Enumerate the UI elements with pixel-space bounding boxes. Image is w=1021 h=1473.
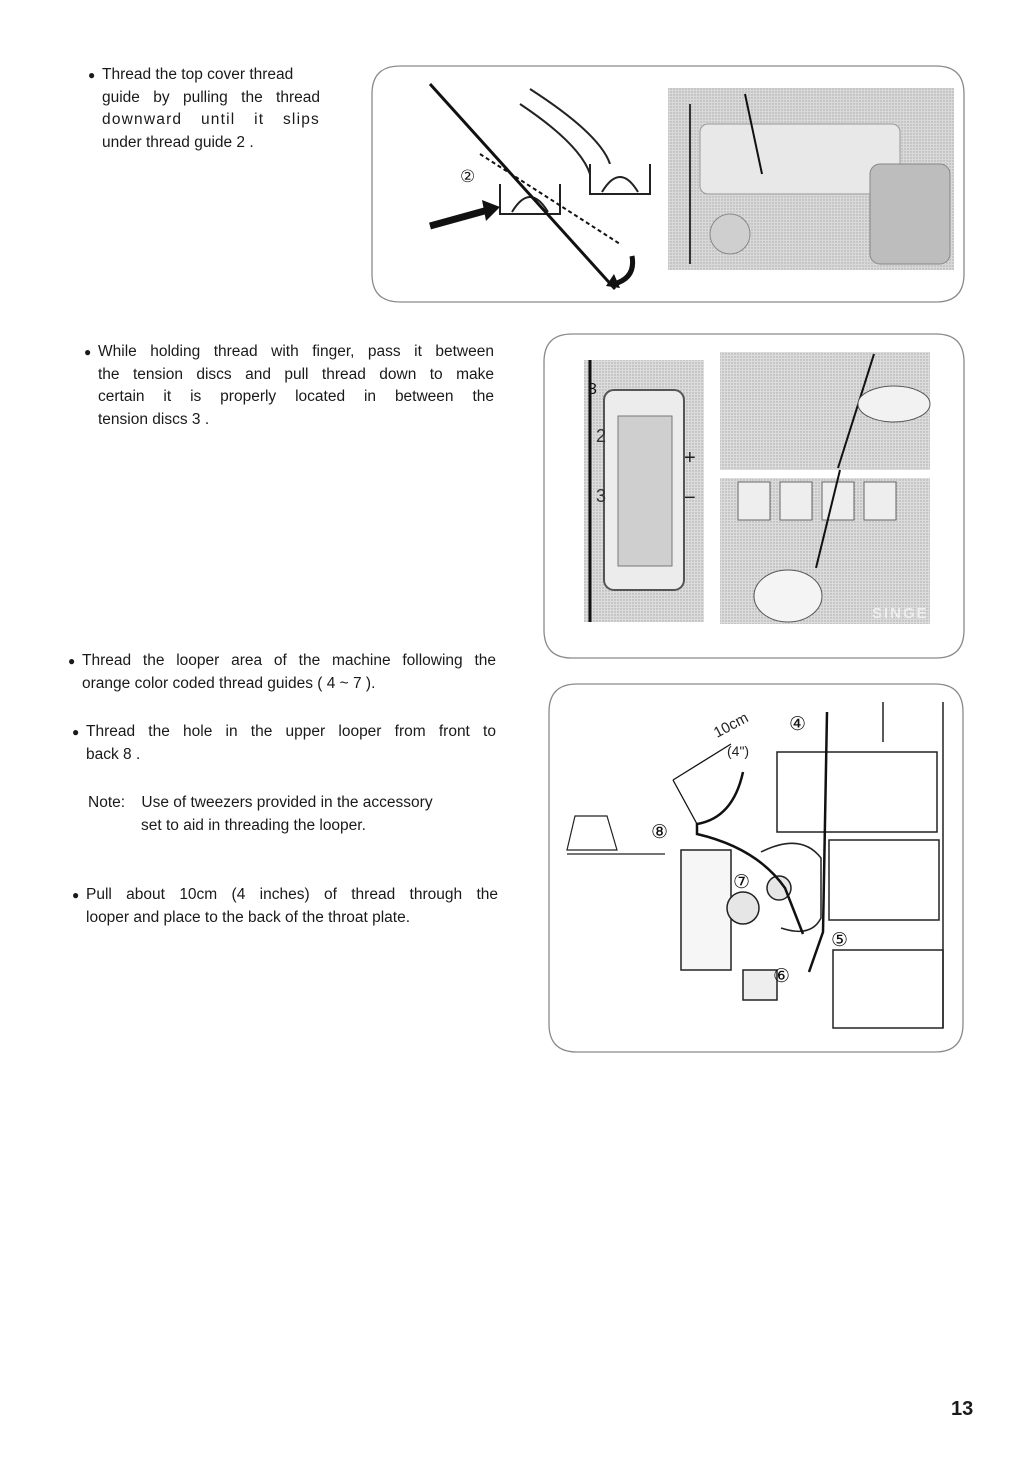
callout-5: ⑤ bbox=[831, 930, 849, 951]
callout-4: ④ bbox=[789, 714, 807, 735]
instruction-tension-discs bbox=[84, 341, 494, 431]
instruction-line: looper and place to the back of the throat plate. bbox=[86, 908, 411, 926]
instruction-top-cover-guide bbox=[88, 64, 320, 154]
instruction-line: back 8 . bbox=[86, 745, 141, 763]
callout-2: ② bbox=[460, 167, 476, 186]
instruction-line: under thread guide 2 . bbox=[102, 133, 254, 151]
callout-8: ⑧ bbox=[651, 822, 669, 843]
instruction-line: downward until it slips bbox=[102, 111, 320, 128]
instruction-pull-thread bbox=[72, 884, 498, 929]
instruction-line: orange color coded thread guides ( 4 ~ 7 ). bbox=[82, 674, 376, 692]
bullet-icon: ● bbox=[84, 345, 92, 359]
page-number: 13 bbox=[951, 1398, 974, 1420]
instruction-line: guide by pulling the thread bbox=[102, 88, 320, 106]
instruction-line: Thread the looper area of the machine following the bbox=[82, 652, 496, 669]
instruction-looper-area bbox=[68, 650, 496, 695]
note-line: set to aid in threading the looper. bbox=[141, 816, 366, 834]
instruction-line: Thread the top cover thread bbox=[102, 66, 294, 83]
brand-label: SINGE bbox=[872, 605, 929, 622]
instruction-line: certain it is properly located in between the bbox=[98, 388, 494, 405]
instruction-line: Pull about 10cm (4 inches) of thread through the bbox=[86, 886, 498, 903]
dial-minus: − bbox=[684, 487, 696, 509]
instruction-line: the tension discs and pull thread down to make bbox=[98, 365, 494, 383]
figure-looper-threading bbox=[547, 682, 965, 1054]
measure-cm: 10cm bbox=[710, 709, 752, 742]
bullet-icon: ● bbox=[72, 725, 80, 739]
note-line: Use of tweezers provided in the accessory bbox=[141, 794, 433, 811]
figure-tension-discs bbox=[542, 332, 966, 660]
instruction-line: tension discs 3 . bbox=[98, 410, 210, 428]
bullet-icon: ● bbox=[72, 888, 80, 902]
note-label: Note: bbox=[88, 794, 126, 811]
dial-plus: + bbox=[684, 447, 696, 469]
note-tweezers bbox=[88, 792, 500, 837]
callout-3: 3 bbox=[588, 381, 597, 398]
figure-top-cover-thread-guide bbox=[370, 64, 966, 304]
measure-inch: (4") bbox=[727, 743, 750, 759]
dial-mark-2: 2 bbox=[596, 426, 607, 446]
dial-mark-3: 3 bbox=[596, 486, 607, 506]
callout-7: ⑦ bbox=[733, 872, 751, 893]
callout-6: ⑥ bbox=[773, 966, 791, 987]
bullet-icon: ● bbox=[88, 68, 96, 82]
instruction-line: Thread the hole in the upper looper from front to bbox=[86, 723, 496, 740]
instruction-line: While holding thread with finger, pass it between bbox=[98, 343, 494, 360]
bullet-icon: ● bbox=[68, 654, 76, 668]
instruction-upper-looper-hole bbox=[72, 721, 496, 766]
